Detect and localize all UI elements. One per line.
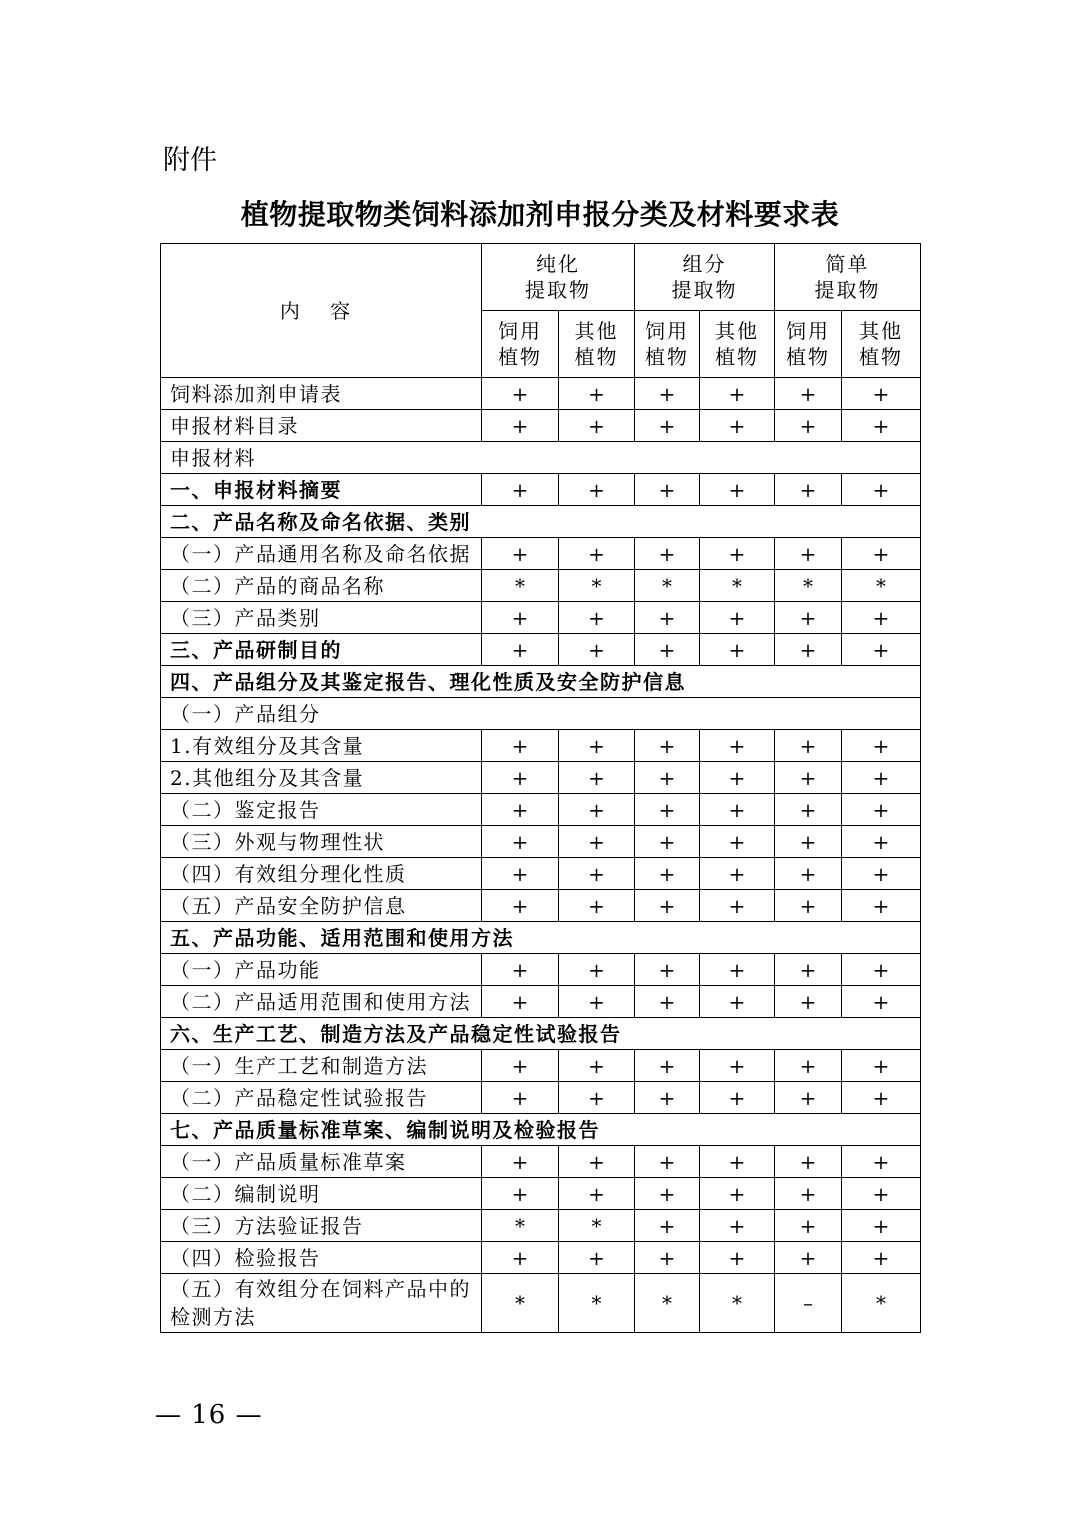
table-row (161, 1178, 921, 1210)
requirement-mark: + (700, 858, 775, 890)
requirement-mark: * (559, 570, 635, 602)
requirement-mark: + (482, 1082, 559, 1114)
requirement-mark: + (482, 794, 559, 826)
requirement-mark: * (842, 1274, 921, 1333)
requirement-mark: + (559, 378, 635, 410)
content-header: 内 容 (161, 244, 482, 378)
requirement-mark: + (775, 634, 842, 666)
table-row (161, 922, 921, 954)
table-row (161, 538, 921, 570)
requirement-mark: + (635, 986, 700, 1018)
requirement-mark: + (559, 1050, 635, 1082)
requirement-mark: + (775, 474, 842, 506)
requirement-mark: + (559, 762, 635, 794)
requirement-mark: + (700, 1210, 775, 1242)
requirement-mark: + (700, 794, 775, 826)
requirement-mark: + (700, 954, 775, 986)
requirement-mark: + (482, 410, 559, 442)
requirement-mark: + (775, 1146, 842, 1178)
row-label: 七、产品质量标准草案、编制说明及检验报告 (161, 1114, 921, 1146)
table-row (161, 986, 921, 1018)
requirement-mark: + (635, 954, 700, 986)
subheader-line1: 其他 (715, 319, 759, 343)
table-row (161, 602, 921, 634)
requirement-mark: + (700, 730, 775, 762)
requirement-mark: + (635, 762, 700, 794)
requirement-mark: + (559, 858, 635, 890)
subheader-line1: 饲用 (786, 319, 830, 343)
table-row (161, 858, 921, 890)
requirement-mark: + (482, 858, 559, 890)
requirement-mark: + (775, 986, 842, 1018)
requirement-mark: + (842, 474, 921, 506)
requirement-mark: * (635, 570, 700, 602)
subheader-other-plant (700, 311, 775, 378)
row-label: （五）有效组分在饲料产品中的检测方法 (161, 1274, 482, 1333)
requirement-mark: + (842, 1050, 921, 1082)
row-label: 三、产品研制目的 (161, 634, 482, 666)
table-row (161, 1274, 921, 1333)
table-row (161, 794, 921, 826)
requirement-mark: + (482, 954, 559, 986)
table-row (161, 442, 921, 474)
requirement-mark: + (559, 890, 635, 922)
requirement-mark: + (559, 410, 635, 442)
requirement-mark: + (775, 858, 842, 890)
requirement-mark: + (635, 826, 700, 858)
table-row (161, 1114, 921, 1146)
requirement-mark: + (635, 474, 700, 506)
requirement-mark: + (635, 730, 700, 762)
table-body (161, 244, 921, 1333)
requirement-mark: + (775, 1178, 842, 1210)
subheader-feed-plant (482, 311, 559, 378)
row-label: （二）产品的商品名称 (161, 570, 482, 602)
table-row (161, 410, 921, 442)
table-row (161, 1018, 921, 1050)
requirement-mark: + (700, 1082, 775, 1114)
subheader-line1: 其他 (859, 319, 903, 343)
group-header-line1: 组分 (682, 252, 727, 276)
table-row (161, 762, 921, 794)
requirement-mark: + (635, 602, 700, 634)
requirement-mark: + (635, 1146, 700, 1178)
table-row (161, 570, 921, 602)
requirement-mark: + (635, 1210, 700, 1242)
table-row (161, 698, 921, 730)
requirement-mark: + (775, 826, 842, 858)
requirement-mark: + (559, 602, 635, 634)
requirement-mark: + (700, 410, 775, 442)
table-row (161, 474, 921, 506)
group-header-line1: 纯化 (536, 252, 580, 276)
requirement-mark: + (775, 890, 842, 922)
group-header-line2: 提取物 (525, 278, 591, 302)
row-label: （三）方法验证报告 (161, 1210, 482, 1242)
subheader-line1: 饲用 (498, 319, 542, 343)
requirement-mark: + (482, 1242, 559, 1274)
requirement-mark: * (842, 570, 921, 602)
requirement-mark: + (635, 890, 700, 922)
requirement-mark: + (482, 1146, 559, 1178)
row-label: 2.其他组分及其含量 (161, 762, 482, 794)
row-label: （二）鉴定报告 (161, 794, 482, 826)
group-header-simple (775, 244, 921, 311)
table-row (161, 890, 921, 922)
requirement-mark: + (700, 602, 775, 634)
requirement-mark: + (700, 1242, 775, 1274)
row-label: （一）产品功能 (161, 954, 482, 986)
requirement-mark: + (842, 634, 921, 666)
requirement-mark: + (842, 794, 921, 826)
row-label: （五）产品安全防护信息 (161, 890, 482, 922)
requirement-mark: * (635, 1274, 700, 1333)
row-label: （一）产品质量标准草案 (161, 1146, 482, 1178)
table-row (161, 1082, 921, 1114)
requirement-mark: + (635, 410, 700, 442)
subheader-feed-plant (775, 311, 842, 378)
requirement-mark: + (700, 378, 775, 410)
requirement-mark: + (700, 826, 775, 858)
requirement-mark: + (842, 890, 921, 922)
subheader-line2: 植物 (786, 345, 830, 369)
requirement-mark: + (635, 634, 700, 666)
requirement-mark: + (635, 538, 700, 570)
requirement-mark: * (700, 1274, 775, 1333)
table-row (161, 506, 921, 538)
group-header-line2: 提取物 (671, 278, 738, 302)
requirement-mark: + (635, 378, 700, 410)
requirement-mark: + (842, 602, 921, 634)
requirement-mark: + (635, 1242, 700, 1274)
table-row (161, 1210, 921, 1242)
row-label: 六、生产工艺、制造方法及产品稳定性试验报告 (161, 1018, 921, 1050)
row-label: （一）生产工艺和制造方法 (161, 1050, 482, 1082)
row-label: 四、产品组分及其鉴定报告、理化性质及安全防护信息 (161, 666, 921, 698)
row-label: 申报材料目录 (161, 410, 482, 442)
row-label: （四）检验报告 (161, 1242, 482, 1274)
requirement-mark: + (700, 538, 775, 570)
group-header-component (635, 244, 775, 311)
requirement-mark: * (482, 1210, 559, 1242)
header-row-groups (161, 244, 921, 311)
group-header-line2: 提取物 (814, 278, 881, 302)
requirement-mark: + (842, 762, 921, 794)
requirement-mark: + (842, 730, 921, 762)
requirement-mark: + (842, 1210, 921, 1242)
requirement-mark: + (635, 1082, 700, 1114)
requirement-mark: + (482, 1050, 559, 1082)
row-label: 五、产品功能、适用范围和使用方法 (161, 922, 921, 954)
subheader-other-plant (559, 311, 635, 378)
group-header-purified (482, 244, 635, 311)
row-label: 饲料添加剂申请表 (161, 378, 482, 410)
subheader-line2: 植物 (498, 345, 542, 369)
requirement-mark: + (775, 1242, 842, 1274)
requirement-mark: + (482, 602, 559, 634)
requirement-mark: + (559, 730, 635, 762)
requirement-mark: + (842, 826, 921, 858)
requirement-mark: + (482, 986, 559, 1018)
requirement-mark: * (559, 1274, 635, 1333)
requirement-mark: + (775, 730, 842, 762)
requirement-mark: + (775, 1210, 842, 1242)
table-row (161, 378, 921, 410)
row-label: 1.有效组分及其含量 (161, 730, 482, 762)
requirement-mark: + (775, 410, 842, 442)
requirement-mark: + (842, 986, 921, 1018)
requirement-mark: * (775, 570, 842, 602)
row-label: 申报材料 (161, 442, 921, 474)
requirement-mark: + (482, 378, 559, 410)
requirement-mark: – (775, 1274, 842, 1333)
subheader-other-plant (842, 311, 921, 378)
requirement-mark: + (482, 538, 559, 570)
attachment-label: 附件 (163, 145, 217, 176)
requirement-mark: + (559, 538, 635, 570)
subheader-line2: 植物 (859, 345, 903, 369)
requirement-mark: + (775, 378, 842, 410)
table-row (161, 1050, 921, 1082)
requirement-mark: * (700, 570, 775, 602)
row-label: （三）外观与物理性状 (161, 826, 482, 858)
requirement-mark: + (775, 762, 842, 794)
requirement-mark: + (775, 1050, 842, 1082)
requirement-mark: + (842, 858, 921, 890)
requirement-mark: + (559, 826, 635, 858)
requirement-mark: + (482, 890, 559, 922)
requirement-mark: + (482, 474, 559, 506)
requirement-mark: + (700, 1178, 775, 1210)
requirement-mark: + (775, 954, 842, 986)
requirement-mark: + (842, 1146, 921, 1178)
requirement-mark: + (700, 474, 775, 506)
requirement-mark: * (482, 1274, 559, 1333)
requirement-mark: + (559, 474, 635, 506)
requirement-mark: + (559, 1082, 635, 1114)
requirement-mark: + (775, 538, 842, 570)
table-row (161, 1242, 921, 1274)
requirement-mark: + (842, 1178, 921, 1210)
requirement-mark: + (775, 1082, 842, 1114)
table-row (161, 826, 921, 858)
requirement-mark: + (842, 1242, 921, 1274)
requirement-mark: + (700, 1146, 775, 1178)
row-label: （一）产品通用名称及命名依据 (161, 538, 482, 570)
requirement-mark: + (842, 410, 921, 442)
requirement-mark: + (842, 378, 921, 410)
requirement-mark: + (482, 762, 559, 794)
requirements-table (160, 243, 921, 1333)
subheader-line1: 饲用 (645, 319, 689, 343)
requirement-mark: + (482, 730, 559, 762)
requirement-mark: + (559, 634, 635, 666)
table-row (161, 954, 921, 986)
requirement-mark: + (635, 858, 700, 890)
requirement-mark: + (482, 1178, 559, 1210)
requirement-mark: + (482, 826, 559, 858)
requirement-mark: + (482, 634, 559, 666)
row-label: 一、申报材料摘要 (161, 474, 482, 506)
table-row (161, 1146, 921, 1178)
row-label: 二、产品名称及命名依据、类别 (161, 506, 921, 538)
requirement-mark: + (842, 538, 921, 570)
requirement-mark: + (559, 1242, 635, 1274)
row-label: （一）产品组分 (161, 698, 921, 730)
requirement-mark: + (635, 794, 700, 826)
requirement-mark: + (559, 986, 635, 1018)
requirement-mark: + (700, 762, 775, 794)
requirement-mark: + (700, 890, 775, 922)
row-label: （四）有效组分理化性质 (161, 858, 482, 890)
requirement-mark: * (482, 570, 559, 602)
requirement-mark: + (842, 1082, 921, 1114)
row-label: （三）产品类别 (161, 602, 482, 634)
requirement-mark: + (559, 794, 635, 826)
subheader-feed-plant (635, 311, 700, 378)
requirement-mark: + (775, 602, 842, 634)
requirement-mark: + (700, 1050, 775, 1082)
requirement-mark: + (559, 954, 635, 986)
requirement-mark: + (559, 1178, 635, 1210)
requirement-mark: + (700, 986, 775, 1018)
table-row (161, 666, 921, 698)
requirement-mark: * (559, 1210, 635, 1242)
subheader-line2: 植物 (574, 345, 619, 369)
row-label: （二）产品适用范围和使用方法 (161, 986, 482, 1018)
row-label: （二）编制说明 (161, 1178, 482, 1210)
subheader-line2: 植物 (715, 345, 759, 369)
requirement-mark: + (842, 954, 921, 986)
table-row (161, 634, 921, 666)
requirement-mark: + (635, 1178, 700, 1210)
subheader-line1: 其他 (574, 319, 619, 343)
page-number: — 16 — (155, 1400, 263, 1430)
requirement-mark: + (559, 1146, 635, 1178)
requirement-mark: + (635, 1050, 700, 1082)
document-title: 植物提取物类饲料添加剂申报分类及材料要求表 (240, 198, 840, 231)
group-header-line1: 简单 (825, 252, 870, 276)
row-label: （二）产品稳定性试验报告 (161, 1082, 482, 1114)
requirement-mark: + (775, 794, 842, 826)
table-row (161, 730, 921, 762)
requirement-mark: + (700, 634, 775, 666)
subheader-line2: 植物 (645, 345, 689, 369)
